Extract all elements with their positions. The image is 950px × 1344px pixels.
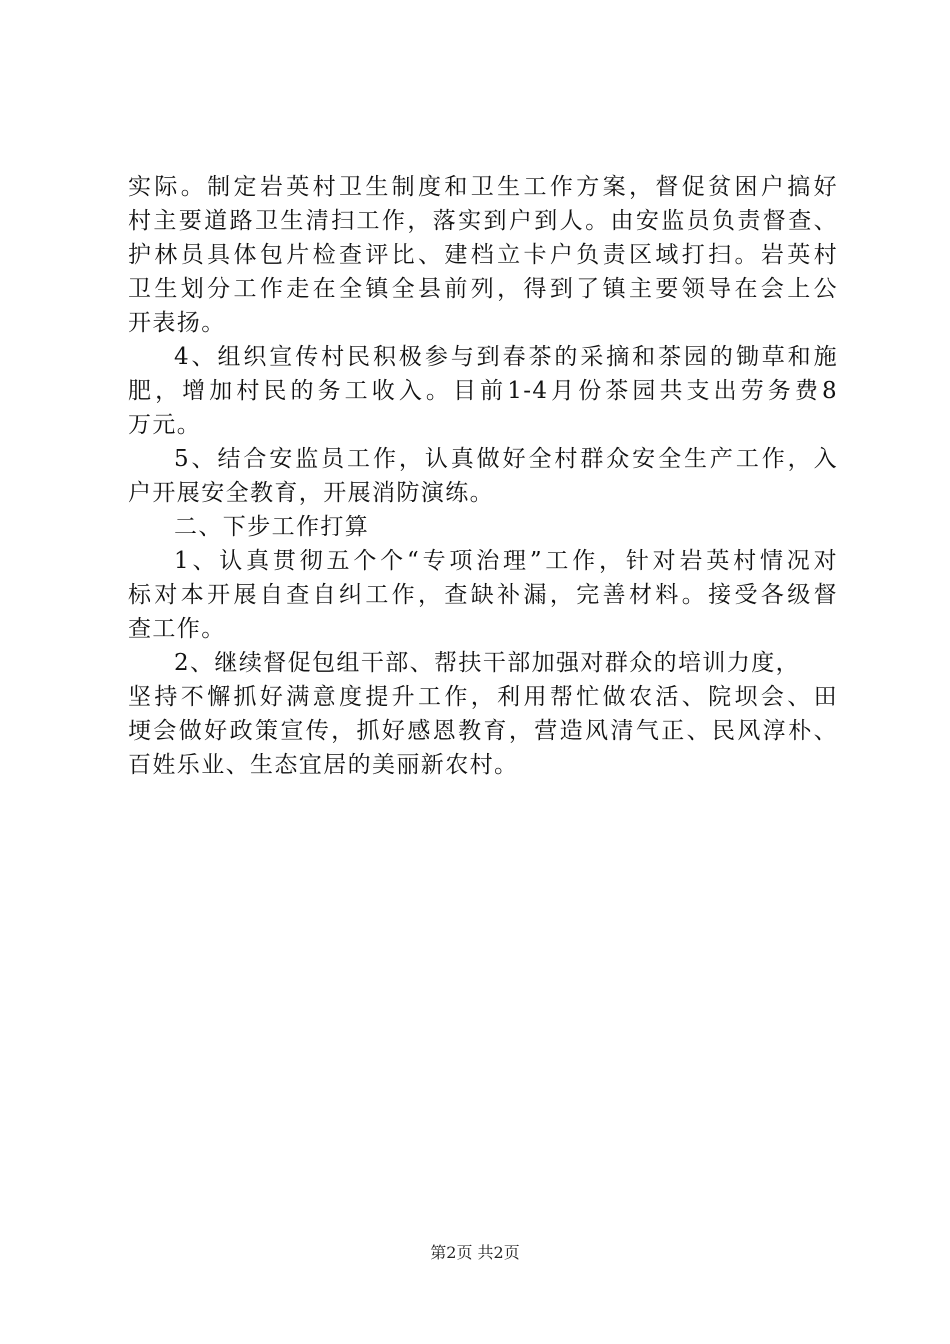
text-line: 4、组织宣传村民积极参与到春茶的采摘和茶园的锄草和施 <box>174 344 838 370</box>
text-line: 查工作。 <box>128 616 226 642</box>
text-line: 开表扬。 <box>128 310 226 336</box>
text-line: 户开展安全教育，开展消防演练。 <box>128 480 494 506</box>
text-line: 1、认真贯彻五个个“专项治理”工作，针对岩英村情况对 <box>174 548 838 574</box>
text-line: 实际。制定岩英村卫生制度和卫生工作方案，督促贫困户搞好 <box>128 174 838 200</box>
text-line: 标对本开展自查自纠工作，查缺补漏，完善材料。接受各级督 <box>128 582 838 608</box>
text-line: 肥，增加村民的务工收入。目前1-4月份茶园共支出劳务费8 <box>128 378 838 404</box>
text-line: 护林员具体包片检查评比、建档立卡户负责区域打扫。岩英村 <box>128 242 838 268</box>
text-line: 坚持不懈抓好满意度提升工作，利用帮忙做农活、院坝会、田 <box>128 684 838 710</box>
document-body <box>128 170 838 782</box>
text-line: 埂会做好政策宣传，抓好感恩教育，营造风清气正、民风淳朴、 <box>128 718 838 744</box>
text-line: 万元。 <box>128 412 202 438</box>
text-line: 卫生划分工作走在全镇全县前列，得到了镇主要领导在会上公 <box>128 276 838 302</box>
text-line: 百姓乐业、生态宜居的美丽新农村。 <box>128 752 519 778</box>
text-line: 村主要道路卫生清扫工作，落实到户到人。由安监员负责督查、 <box>128 208 838 234</box>
page-number-footer: 第2页 共2页 <box>430 1243 520 1262</box>
section-heading: 二、下步工作打算 <box>174 514 370 540</box>
text-line: 5、结合安监员工作，认真做好全村群众安全生产工作，入 <box>174 446 838 472</box>
text-line: 2、继续督促包组干部、帮扶干部加强对群众的培训力度， <box>174 650 801 676</box>
